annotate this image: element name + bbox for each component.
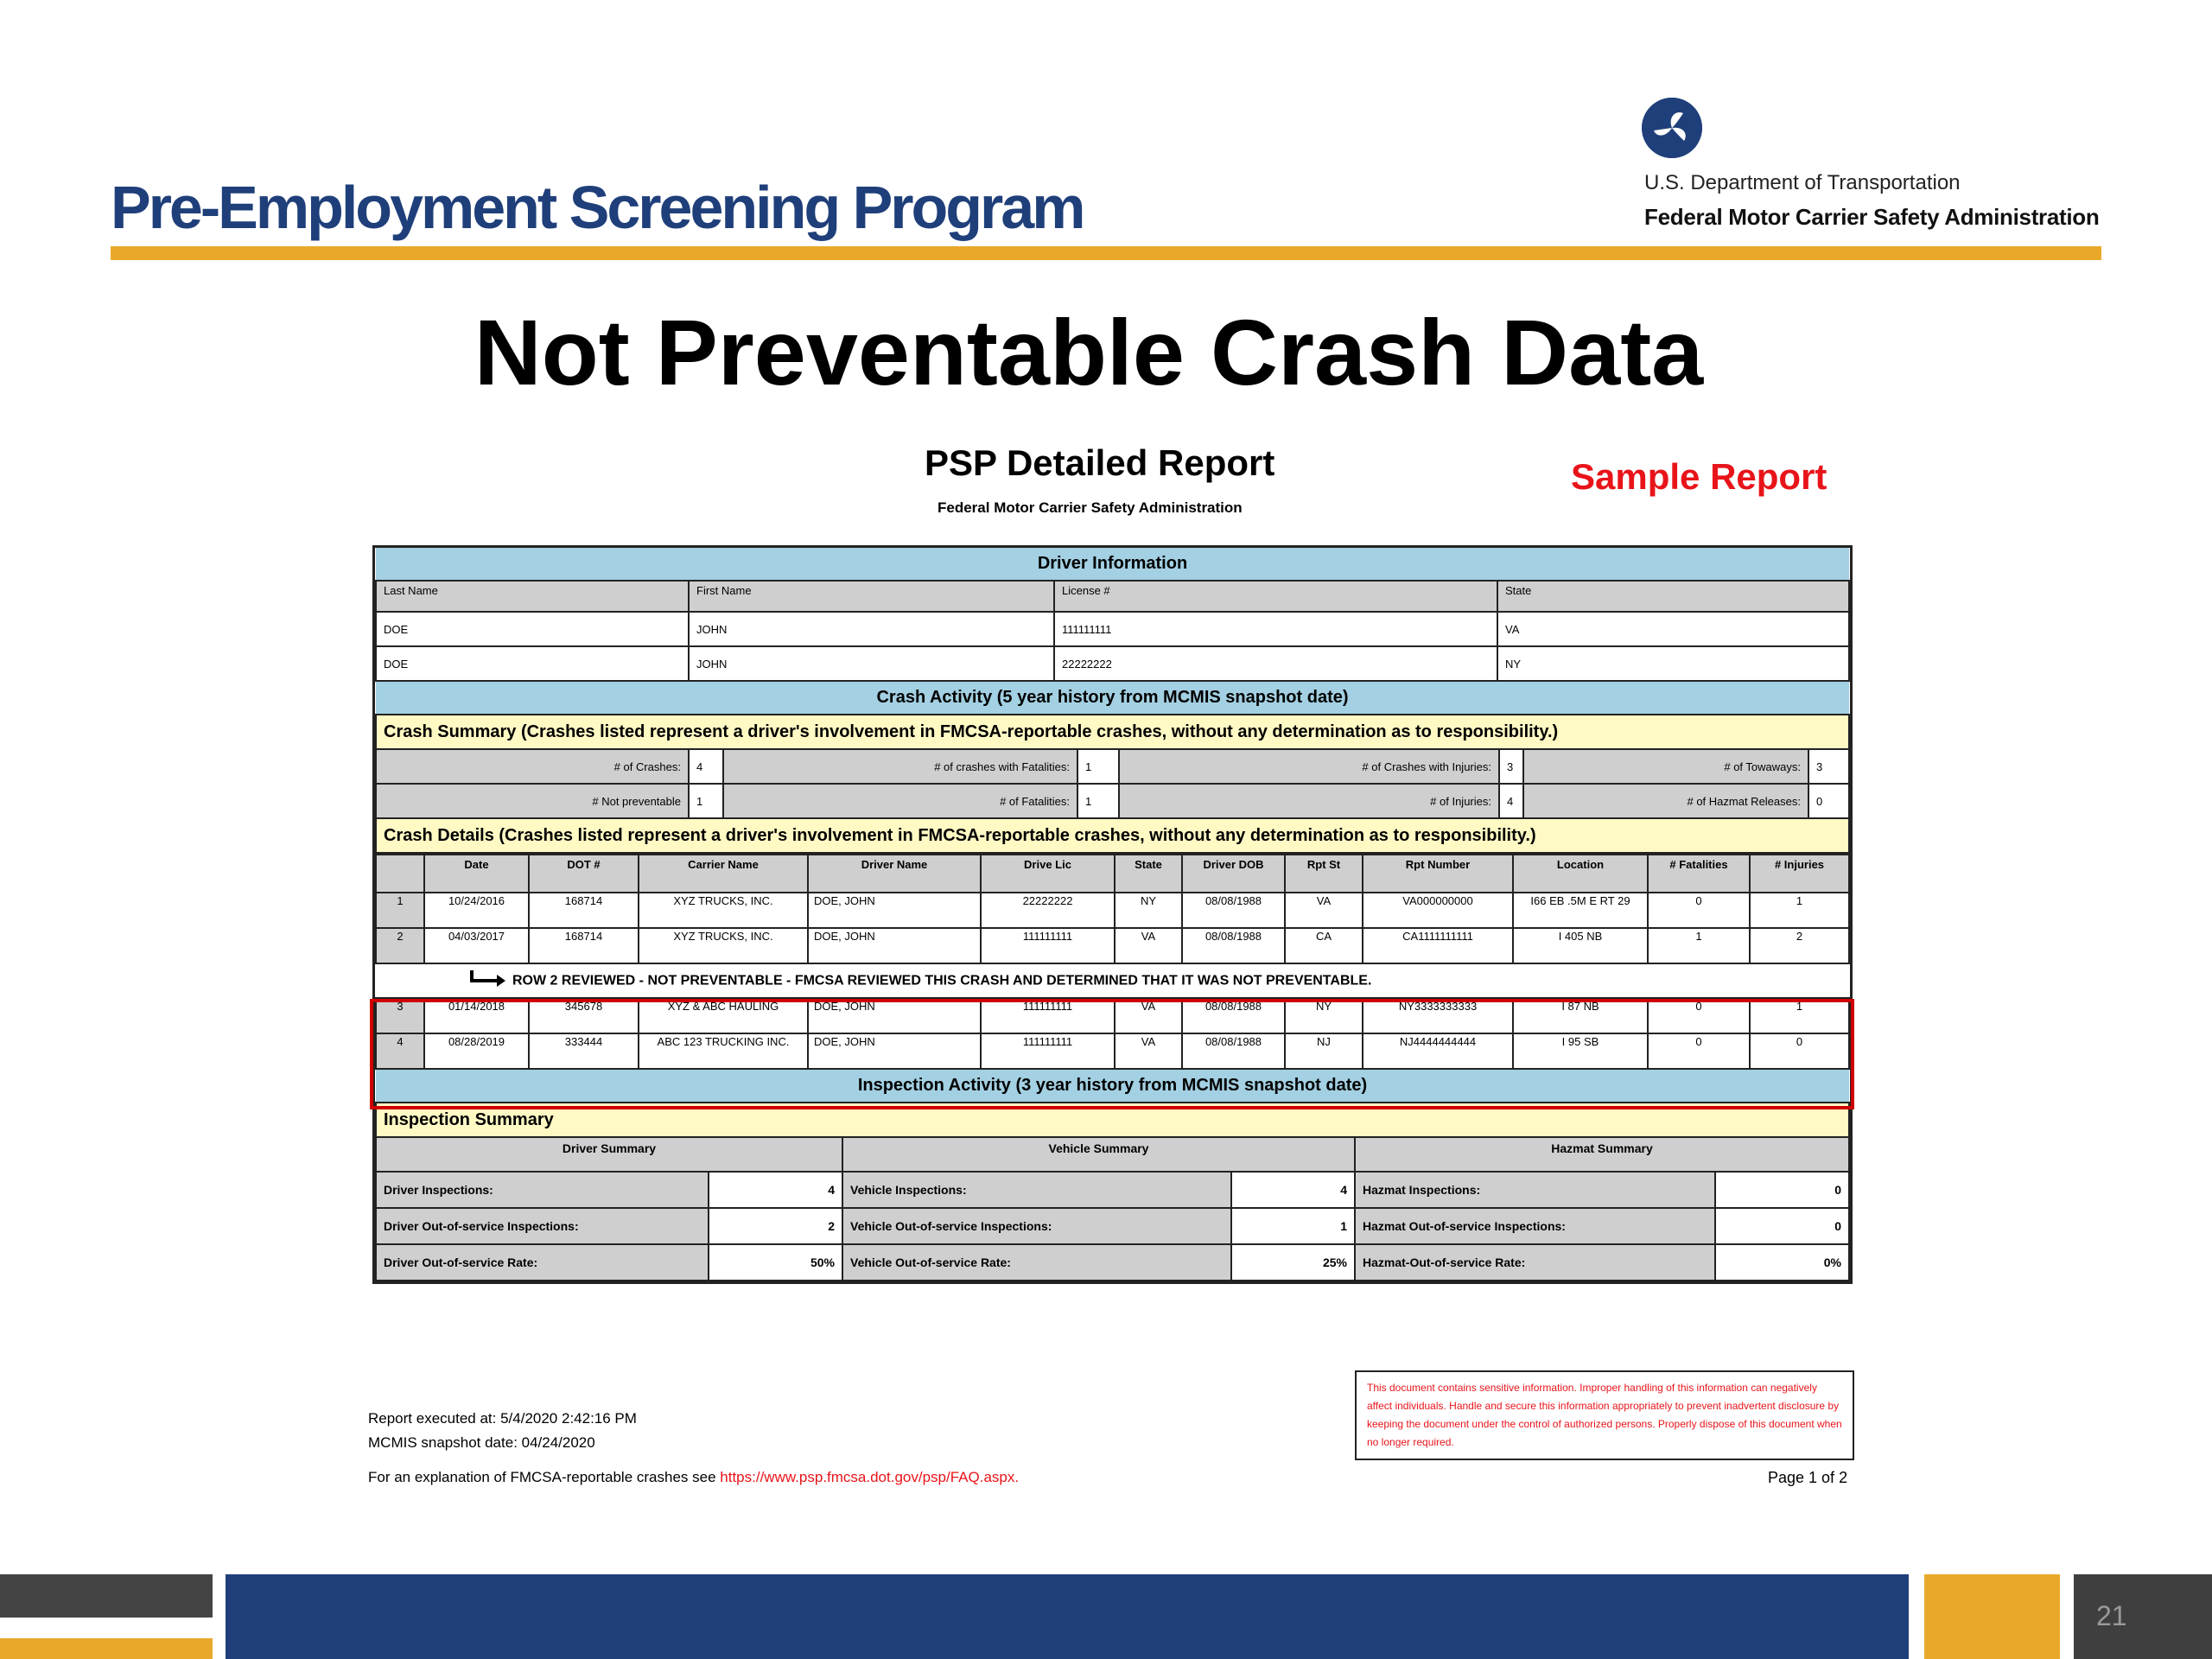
table-cell: DOE, JOHN: [808, 998, 981, 1033]
table-cell: 3: [376, 998, 424, 1033]
column-header: DOT #: [529, 855, 639, 893]
table-cell: XYZ TRUCKS, INC.: [639, 893, 808, 928]
column-header: First Name: [689, 581, 1054, 612]
table-cell: DOE, JOHN: [808, 928, 981, 963]
column-header: Rpt Number: [1363, 855, 1513, 893]
table-cell: 2: [1750, 928, 1849, 963]
summary-value: 4: [1499, 784, 1523, 818]
column-header: State: [1497, 581, 1849, 612]
table-cell: 10/24/2016: [424, 893, 529, 928]
inspection-label: Vehicle Out-of-service Inspections:: [842, 1208, 1231, 1244]
table-cell: I 87 NB: [1513, 998, 1648, 1033]
summary-label: # of Towaways:: [1523, 749, 1808, 784]
table-cell: 1: [1648, 928, 1750, 963]
fmcsa-agency-name: Federal Motor Carrier Safety Administration: [1644, 204, 2100, 230]
column-header: Last Name: [376, 581, 689, 612]
table-cell: 08/08/1988: [1182, 893, 1285, 928]
table-cell: 111111111: [1054, 612, 1497, 646]
footer-bar-dark: [2074, 1574, 2212, 1659]
table-cell: 111111111: [981, 1033, 1115, 1069]
table-row: [376, 893, 1849, 928]
not-preventable-note-row: [376, 963, 1849, 998]
summary-label: # Not preventable: [376, 784, 689, 818]
inspection-value: 2: [709, 1208, 842, 1244]
table-cell: NY: [1115, 893, 1182, 928]
column-header: Driver DOB: [1182, 855, 1285, 893]
inspection-label: Driver Out-of-service Rate:: [376, 1244, 709, 1281]
column-header: License #: [1054, 581, 1497, 612]
slide-number: 21: [2096, 1600, 2127, 1631]
inspection-value: 50%: [709, 1244, 842, 1281]
summary-label: # of Injuries:: [1119, 784, 1499, 818]
arrow-return-right-icon: [469, 970, 507, 992]
column-header: # Fatalities: [1648, 855, 1750, 893]
column-header: State: [1115, 855, 1182, 893]
table-cell: 111111111: [981, 928, 1115, 963]
table-cell: 345678: [529, 998, 639, 1033]
table-cell: 0: [1648, 998, 1750, 1033]
inspection-label: Hazmat Inspections:: [1355, 1172, 1715, 1208]
table-cell: CA1111111111: [1363, 928, 1513, 963]
table-cell: 168714: [529, 893, 639, 928]
explanation-text: For an explanation of FMCSA-reportable crashes see https://www.psp.fmcsa.dot.gov/psp/FAQ.aspx.: [368, 1469, 1020, 1485]
inspection-row: [376, 1244, 1849, 1281]
table-cell: CA: [1285, 928, 1363, 963]
table-cell: 168714: [529, 928, 639, 963]
table-cell: NY: [1285, 998, 1363, 1033]
table-cell: 0: [1648, 1033, 1750, 1069]
inspection-row: [376, 1208, 1849, 1244]
inspection-value: 4: [709, 1172, 842, 1208]
highlight-box: [370, 999, 1854, 1109]
slide-title: Not Preventable Crash Data: [474, 300, 1704, 404]
footer-bar-gray: [0, 1574, 213, 1618]
table-cell: JOHN: [689, 646, 1054, 681]
column-header: Carrier Name: [639, 855, 808, 893]
table-cell: 2: [376, 928, 424, 963]
table-cell: 04/03/2017: [424, 928, 529, 963]
table-cell: DOE: [376, 646, 689, 681]
inspection-label: Vehicle Inspections:: [842, 1172, 1231, 1208]
inspection-row: [376, 1172, 1849, 1208]
summary-label: # of Crashes with Injuries:: [1119, 749, 1499, 784]
summary-value: 3: [1808, 749, 1849, 784]
usdot-triskelion-icon: [1642, 98, 1702, 158]
mcmis-snapshot-date: MCMIS snapshot date: 04/24/2020: [368, 1434, 595, 1451]
table-cell: 1: [376, 893, 424, 928]
table-cell: NY3333333333: [1363, 998, 1513, 1033]
header-divider: [111, 246, 2101, 260]
inspection-label: Hazmat-Out-of-service Rate:: [1355, 1244, 1715, 1281]
inspection-label: Vehicle Out-of-service Rate:: [842, 1244, 1231, 1281]
driver-info-section-header: Driver Information: [376, 548, 1849, 581]
table-cell: DOE: [376, 612, 689, 646]
report-subtitle: Federal Motor Carrier Safety Administration: [938, 499, 1243, 516]
inspection-label: Driver Inspections:: [376, 1172, 709, 1208]
summary-value: 1: [1077, 749, 1119, 784]
inspection-value: 25%: [1231, 1244, 1355, 1281]
column-header: Date: [424, 855, 529, 893]
not-preventable-note: ROW 2 REVIEWED - NOT PREVENTABLE - FMCSA REVIEWED THIS CRASH AND DETERMINED THAT IT WAS NOT PREVENTABLE.: [376, 963, 1849, 998]
inspection-value: 0: [1715, 1208, 1849, 1244]
table-cell: 08/08/1988: [1182, 1033, 1285, 1069]
crash-summary-title: Crash Summary (Crashes listed represent a driver's involvement in FMCSA-reportable crashes, without any determination as to responsibility.): [376, 715, 1849, 749]
table-cell: DOE, JOHN: [808, 1033, 981, 1069]
table-cell: I 95 SB: [1513, 1033, 1648, 1069]
table-cell: XYZ & ABC HAULING: [639, 998, 808, 1033]
inspection-value: 4: [1231, 1172, 1355, 1208]
table-row: [376, 612, 1849, 646]
summary-value: 3: [1499, 749, 1523, 784]
table-cell: 4: [376, 1033, 424, 1069]
table-cell: VA000000000: [1363, 893, 1513, 928]
table-cell: VA: [1115, 1033, 1182, 1069]
report-executed-at: Report executed at: 5/4/2020 2:42:16 PM: [368, 1410, 637, 1427]
inspection-value: 1: [1231, 1208, 1355, 1244]
table-cell: VA: [1115, 998, 1182, 1033]
table-cell: 08/08/1988: [1182, 928, 1285, 963]
table-cell: ABC 123 TRUCKING INC.: [639, 1033, 808, 1069]
report-title: PSP Detailed Report: [925, 442, 1275, 483]
sensitive-info-warning: This document contains sensitive information. Improper handling of this information can negatively affect individuals. Handle and secure this information appropriately to prevent inadvertent disclosure by keeping the document under the control of authorized persons. Properly dispose of this document when no longer required.: [1355, 1370, 1854, 1460]
table-cell: NJ4444444444: [1363, 1033, 1513, 1069]
footer-bar-navy: [226, 1574, 1909, 1659]
vehicle-summary-header: Vehicle Summary: [842, 1137, 1355, 1172]
table-cell: VA: [1497, 612, 1849, 646]
summary-value: 1: [689, 784, 723, 818]
table-cell: 01/14/2018: [424, 998, 529, 1033]
faq-link[interactable]: https://www.psp.fmcsa.dot.gov/psp/FAQ.aspx.: [720, 1469, 1020, 1485]
table-cell: 1: [1750, 998, 1849, 1033]
summary-value: 1: [1077, 784, 1119, 818]
column-header: Rpt St: [1285, 855, 1363, 893]
table-cell: VA: [1285, 893, 1363, 928]
column-header: # Injuries: [1750, 855, 1849, 893]
table-cell: DOE, JOHN: [808, 893, 981, 928]
program-title: Pre-Employment Screening Program: [111, 174, 1084, 241]
table-cell: 111111111: [981, 998, 1115, 1033]
inspection-value: 0%: [1715, 1244, 1849, 1281]
summary-row: [376, 749, 1849, 784]
table-cell: NJ: [1285, 1033, 1363, 1069]
table-cell: I66 EB .5M E RT 29: [1513, 893, 1648, 928]
table-cell: 0: [1648, 893, 1750, 928]
summary-label: # of Crashes:: [376, 749, 689, 784]
footer-bar-gold-right: [1924, 1574, 2060, 1659]
table-cell: 1: [1750, 893, 1849, 928]
summary-label: # of Hazmat Releases:: [1523, 784, 1808, 818]
table-cell: JOHN: [689, 612, 1054, 646]
inspection-activity-section-header: Inspection Activity (3 year history from MCMIS snapshot date): [376, 1070, 1849, 1103]
inspection-value: 0: [1715, 1172, 1849, 1208]
table-row: [376, 928, 1849, 963]
crash-details-title: Crash Details (Crashes listed represent a driver's involvement in FMCSA-reportable crashes, without any determination as to responsibility.): [376, 818, 1849, 853]
table-cell: I 405 NB: [1513, 928, 1648, 963]
driver-summary-header: Driver Summary: [376, 1137, 842, 1172]
table-cell: 22222222: [1054, 646, 1497, 681]
dot-department-name: U.S. Department of Transportation: [1644, 171, 1961, 194]
hazmat-summary-header: Hazmat Summary: [1355, 1137, 1849, 1172]
summary-label: # of crashes with Fatalities:: [723, 749, 1077, 784]
table-cell: 22222222: [981, 893, 1115, 928]
table-cell: 333444: [529, 1033, 639, 1069]
column-header: [376, 855, 424, 893]
page-number: Page 1 of 2: [1768, 1469, 1848, 1486]
table-row: [376, 646, 1849, 681]
summary-value: 4: [689, 749, 723, 784]
sample-report-label: Sample Report: [1571, 456, 1827, 497]
column-header: Location: [1513, 855, 1648, 893]
footer-bar-gold: [0, 1638, 213, 1659]
crash-summary-table: [375, 682, 1850, 854]
psp-report-table: [372, 545, 1853, 1284]
column-header: Drive Lic: [981, 855, 1115, 893]
summary-label: # of Fatalities:: [723, 784, 1077, 818]
table-cell: 08/08/1988: [1182, 998, 1285, 1033]
table-cell: XYZ TRUCKS, INC.: [639, 928, 808, 963]
summary-row: [376, 784, 1849, 818]
crash-activity-section-header: Crash Activity (5 year history from MCMIS snapshot date): [376, 682, 1849, 715]
inspection-summary-title: Inspection Summary: [376, 1103, 1849, 1137]
inspection-label: Hazmat Out-of-service Inspections:: [1355, 1208, 1715, 1244]
summary-value: 0: [1808, 784, 1849, 818]
table-cell: 0: [1750, 1033, 1849, 1069]
column-header: Driver Name: [808, 855, 981, 893]
table-cell: VA: [1115, 928, 1182, 963]
table-cell: NY: [1497, 646, 1849, 681]
inspection-label: Driver Out-of-service Inspections:: [376, 1208, 709, 1244]
table-cell: 08/28/2019: [424, 1033, 529, 1069]
driver-info-table: [375, 548, 1850, 682]
